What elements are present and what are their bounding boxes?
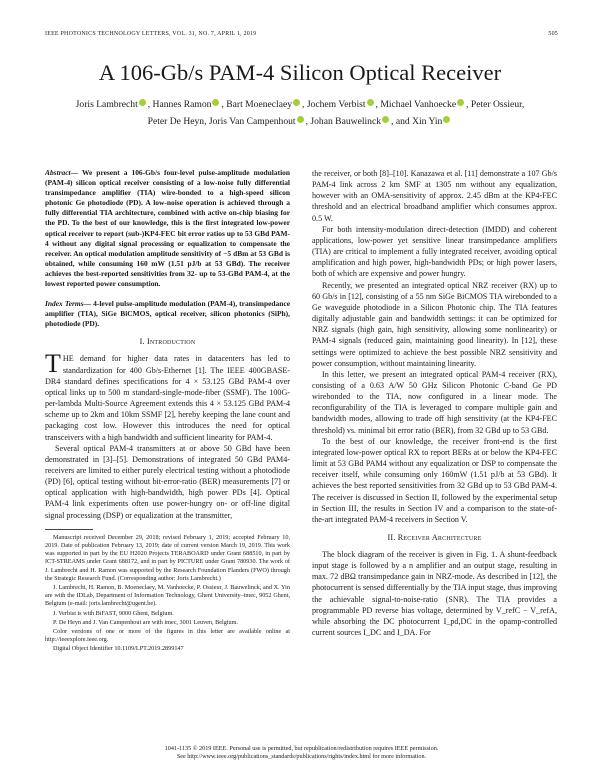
author-name: Peter Ossieur, bbox=[470, 99, 525, 110]
color-figures-footnote: Color versions of one or more of the figures in this letter are available online at http://ieeexplore.ieee.org. bbox=[45, 627, 290, 644]
author-name: Peter De Heyn bbox=[147, 116, 205, 127]
orcid-icon[interactable] bbox=[297, 116, 304, 123]
author-name: Jochem Verbist bbox=[306, 99, 366, 110]
copyright-footer bbox=[45, 745, 558, 762]
orcid-icon[interactable] bbox=[457, 99, 464, 106]
drop-cap: T bbox=[45, 349, 61, 379]
journal-name: IEEE PHOTONICS TECHNOLOGY LETTERS, VOL. 31, NO. 7, APRIL 1, 2019 bbox=[45, 31, 257, 37]
intro-paragraph-text: HE demand for higher data rates in datacenters has led to standardization for 400 Gb/s-Ethernet [1]. The IEEE 400GBASE-DR4 standard defines specifications for 4 × 53.125 GBd PAM-4 over optical links up to 500 m standard-single-mode-fiber (SSMF). The 100G-per-lambda Multi-Source Agreement extends this 4 × 53.125 GBd PAM-4 scheme up to 2km and 10km SSMF [2], hereby keeping the lane count and packaging cost low. However this introduces the need for optical transceivers with a high bandwidth and sufficient linearity for PAM-4. bbox=[45, 354, 290, 442]
affiliation-footnote: P. De Heyn and J. Van Campenhout are with imec, 3001 Leuven, Belgium. bbox=[53, 618, 238, 626]
author-name: Johan Bauwelinck bbox=[310, 116, 382, 127]
running-head bbox=[45, 31, 558, 41]
manuscript-footnote: Manuscript received December 29, 2018; revised February 1, 2019; accepted February 10, 2019. Date of publication February 13, 2019; date of current version March 19, 2019. This work was supported in part by the EU H2020 Projects TERABOARD under Grant 688510, in part by ICT-STREAMS under Grant 688172, and in part by PICTURE under Grant 780930. The work of J. Lambrecht and H. Ramon was supported by the Research Foundation Flanders (FWO) through the Strategic Research Fund. (Corresponding author: Joris Lambrecht.) bbox=[45, 533, 290, 582]
orcid-icon[interactable] bbox=[382, 116, 389, 123]
doi-footnote: Digital Object Identifier 10.1109/LPT.2019.2899147 bbox=[53, 645, 184, 653]
abstract-label: Abstract bbox=[45, 168, 71, 177]
body-paragraph: Several optical PAM-4 transmitters at or above 50 GBd have been demonstrated in [3]–[5]. Demonstrations of integrated 50 GBd PAM4-receivers are limited to either purely electrical testing without a photodiode (PD) [6], optical testing without bit-error-ratio (BER) measurements [7] or optical application with high-bandwidth, high power PDs [4]. Optical PAM-4 link experiments often use power-hungry on- or off-line digital signal processing (DSP) or equalization at the transmitter, bbox=[45, 443, 290, 520]
author-name: Joris Van Campenhout bbox=[208, 116, 296, 127]
intro-paragraph bbox=[45, 349, 290, 442]
section-heading-introduction: I. Introduction bbox=[139, 337, 196, 347]
author-name: Bart Moeneclaey bbox=[226, 99, 293, 110]
copyright-line: 1041-1135 © 2019 IEEE. Personal use is permitted, but republication/redistribution requires IEEE permission. bbox=[164, 745, 439, 752]
orcid-icon[interactable] bbox=[139, 99, 146, 106]
affiliation-footnote: J. Verbist is with BiFAST, 9000 Ghent, Belgium. bbox=[53, 609, 174, 617]
body-paragraph: the receiver, or both [8]–[10]. Kanazawa et al. [11] demonstrate a 107 Gb/s PAM-4 link across 2 km SMF at 1305 nm without any equalization, however with an OMA-sensitivity of approx. 2.45 dBm at the KP4-FEC threshold and an electrical broadband amplifier which consumes approx. 0.5 W. bbox=[312, 169, 557, 223]
body-paragraph: Recently, we presented an integrated optical NRZ receiver (RX) up to 60 Gb/s in [12], consisting of a 55 nm SiGe BiCMOS TIA wirebonded to a Ge waveguide photodiode in a Silicon Photonic chip. The TIA features digitally adjustable gain and bandwidth settings: it can be optimized for NRZ signals (high gain, high sensitivity, allowing some nonlinearity) or PAM-4 signals (reduced gain, maintaining good linearity). In [12], these settings were optimized to achieve the best possible NRZ sensitivity and power consumption, without maintaining linearity. bbox=[312, 280, 557, 368]
index-terms-label: Index Terms bbox=[45, 299, 84, 309]
page-number: 505 bbox=[548, 31, 558, 37]
author-name: and Xin Yin bbox=[395, 116, 443, 127]
body-paragraph: The block diagram of the receiver is given in Fig. 1. A shunt-feedback input stage is followed by a n amplifier and an output stage, resulting in max. 72 dBΩ transimpedance gain in NRZ-mode. As described in [12], the photocurrent is sensed differentially by the TIA input stage, thus improving the achievable signal-to-noise-ratio (SNR). The TIA provides a programmable PD reverse bias voltage, determined by V_refC − V_refA, while absorbing the DC photocurrent I_pd,DC in the opamp-controlled current sources I_DC and I_DA. For bbox=[312, 550, 557, 638]
abstract-text: — We present a 106-Gb/s four-level pulse-amplitude modulation (PAM-4) silicon optical receiver consisting of a low-noise fully differential transimpedance amplifier (TIA) wire-bonded to a high-speed silicon photonic Ge photodiode (PD). A low-noise operation is achieved through a fully differential TIA architecture, combined with active on-chip biasing for the PD. To the best of our knowledge, this is the first integrated low-power optical receiver to report (sub-)KP4-FEC bit error ratios up to 53 GBd PAM-4 without any digital signal processing or equalization to compensate the receiver. An optical modulation amplitude sensitivity of −5 dBm at 53 GBd is obtained, while consuming 160 mW (1.51 pJ/b at 53 GBd). The receiver achieves the best-reported sensitivities from 32- up to 53-GBd PAM-4, at the lowest reported power consumption. bbox=[45, 168, 290, 289]
affiliation-footnote: J. Lambrecht, H. Ramon, B. Moeneclaey, M. Vanhoecke, P. Ossieur, J. Bauwelinck, and X. Yin are with the IDLab, Department of Information Technology, Ghent University–imec, 9052 Ghent, Belgium (e-mail: joris.lambrecht@ugent.be). bbox=[45, 583, 290, 608]
left-column bbox=[45, 168, 290, 655]
right-column bbox=[312, 168, 557, 638]
orcid-icon[interactable] bbox=[367, 99, 374, 106]
abstract bbox=[45, 168, 290, 289]
paper-title: A 106-Gb/s PAM-4 Silicon Optical Receiver bbox=[98, 60, 502, 85]
author-name: Hannes Ramon bbox=[152, 99, 212, 110]
author-name: Michael Vanhoecke bbox=[380, 99, 457, 110]
rights-info-line: See http://www.ieee.org/publications_standards/publications/rights/index.html for more information. bbox=[176, 753, 427, 761]
index-terms bbox=[45, 299, 290, 329]
orcid-icon[interactable] bbox=[293, 99, 300, 106]
body-paragraph: In this letter, we present an integrated optical PAM-4 receiver (RX), consisting of a 0.63 A/W 50 GHz Silicon Photonic C-band Ge PD wirebonded to the TIA, now configured in a linear mode. The reconfigurability of the TIA is leveraged to compare multiple gain and bandwidth modes, allowing to trade off high sensitivity (at the KP4-FEC threshold) vs. minimal bit error ratio (BER), from 32 GBd up to 53 GBd. bbox=[312, 369, 557, 435]
orcid-icon[interactable] bbox=[443, 116, 450, 123]
author-name: Joris Lambrecht bbox=[75, 99, 138, 110]
section-heading-receiver-architecture: II. Receiver Architecture bbox=[387, 533, 482, 542]
footnote-divider bbox=[45, 529, 93, 530]
body-paragraph: For both intensity-modulation direct-detection (IMDD) and coherent applications, low-power yet sensitive linear transimpedance amplifiers (TIA) are critical to implement a fully integrated receiver, avoiding optical amplification and high power, high-bandwidth PDs; or high power lasers, both of which are expensive and power hungry. bbox=[312, 224, 557, 279]
index-terms-text: — 4-level pulse-amplitude modulation (PAM-4), transimpedance amplifier (TIA), SiGe BiCMOS, optical receiver, silicon photonics (SiPh), photodiode (PD). bbox=[45, 299, 290, 329]
orcid-icon[interactable] bbox=[212, 99, 219, 106]
body-paragraph: To the best of our knowledge, the receiver front-end is the first integrated low-power optical RX to report BERs at or below the KP4-FEC limit at 53 GBd PAM4 without any equalization or DSP to compensate the receiver itself, while consuming only 160mW (1.51 pJ/b at 53 GBd). It achieves the best reported sensitivities from 32 GBd up to 53 GBd PAM-4. The receiver is discussed in Section II, followed by the experimental setup in Section III, the results in Section IV and a comparison to the state-of-the-art integrated PAM-4 receivers in Section V. bbox=[312, 436, 557, 524]
author-list: Joris Lambrecht , Hannes Ramon , Bart Moeneclaey , Jochem Verbist , Michael Vanhoecke , Peter Ossieur, Peter De Heyn, Joris Van Campenhout , Johan Bauwelinck , and Xin Yin bbox=[75, 99, 525, 127]
